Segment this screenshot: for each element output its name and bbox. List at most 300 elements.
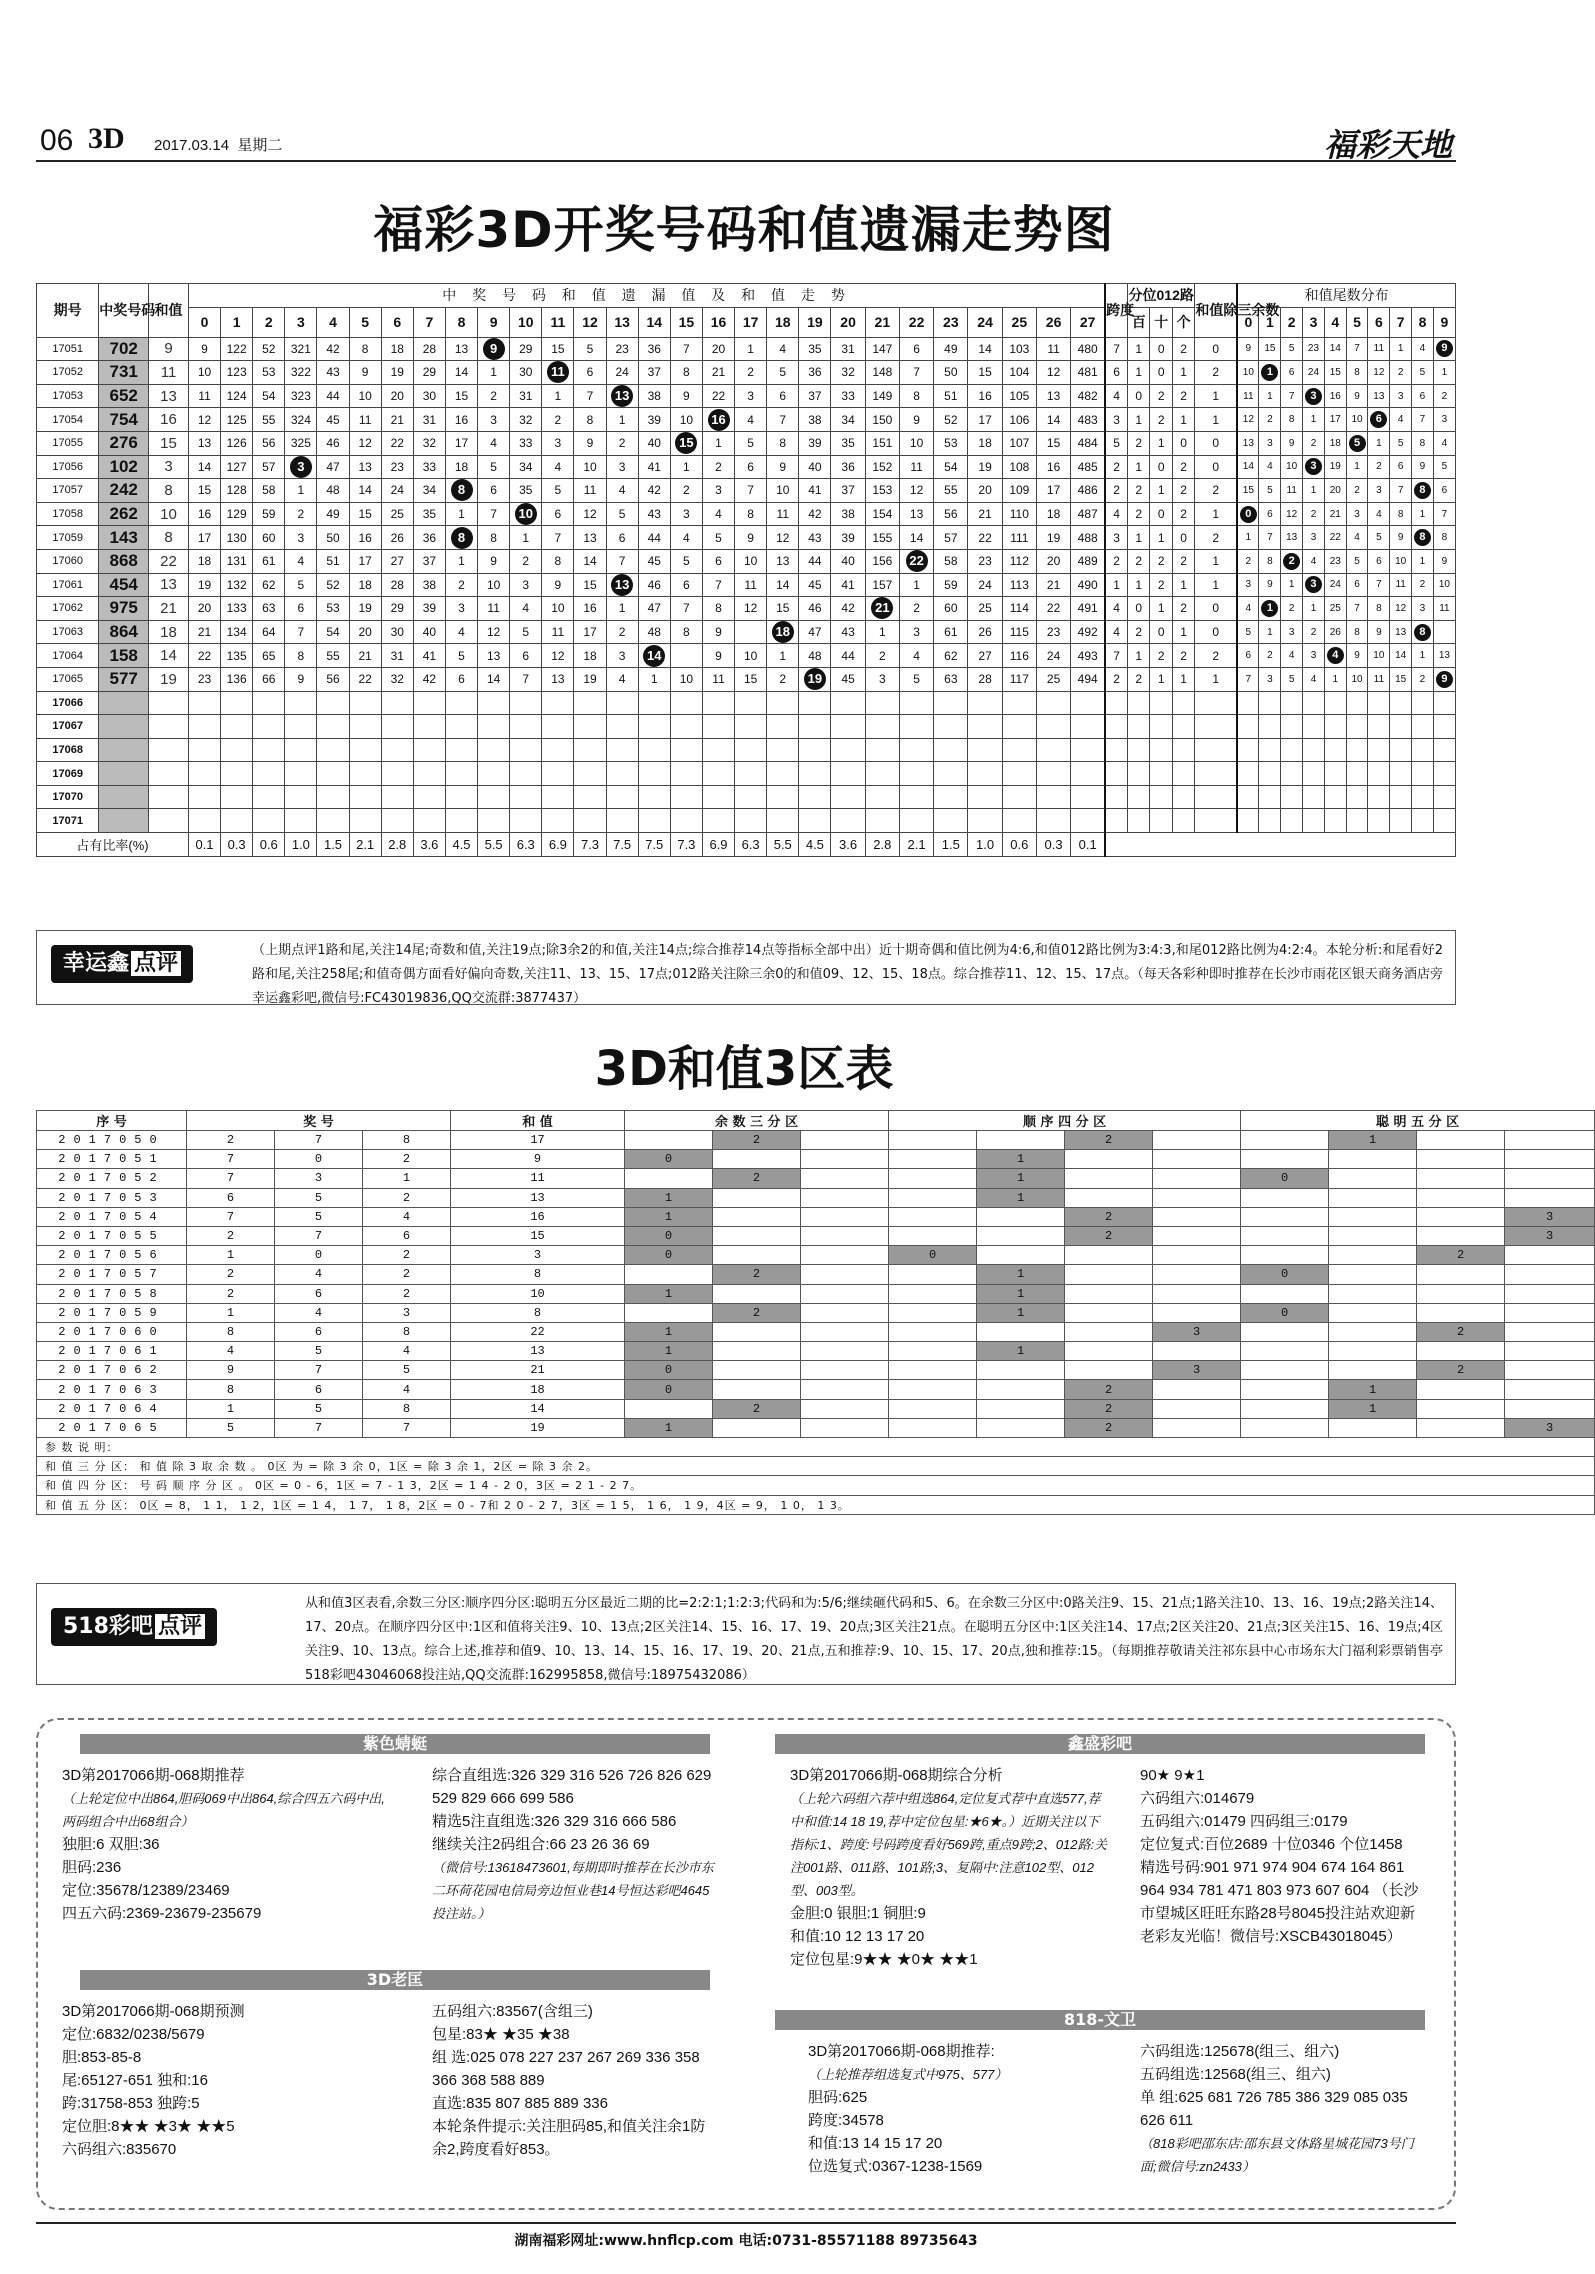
tail-cell: 13 <box>1281 526 1303 550</box>
omission-cell: 323 <box>285 384 317 408</box>
omission-cell: 5 <box>574 337 606 361</box>
empty-cell <box>1324 809 1346 833</box>
omission-cell: 60 <box>253 526 285 550</box>
omission-cell: 10 <box>767 479 799 503</box>
omission-cell: 4 <box>767 337 799 361</box>
omission-cell: 22 <box>702 384 734 408</box>
header-tail: 1 <box>1259 307 1281 337</box>
zone-cell <box>1329 1207 1417 1226</box>
omission-cell: 149 <box>865 384 899 408</box>
header-sum-col: 15 <box>670 307 702 337</box>
issue-number: 17059 <box>37 526 99 550</box>
sum-ball-marker: 13 <box>611 574 633 596</box>
tail-cell: 23 <box>1324 549 1346 573</box>
omission-cell: 15 <box>445 384 477 408</box>
zone-digit: 5 <box>275 1399 363 1418</box>
omission-cell: 114 <box>1002 597 1036 621</box>
tail-cell: 1 <box>1237 526 1259 550</box>
occupancy-value: 7.3 <box>574 833 606 857</box>
empty-cell <box>149 691 189 715</box>
omission-cell: 7 <box>542 526 574 550</box>
zone-cell <box>1417 1399 1505 1418</box>
tail-cell: 9 <box>1346 384 1368 408</box>
issue-number: 17051 <box>37 337 99 361</box>
omission-cell: 9 <box>735 526 767 550</box>
omission-cell: 6 <box>542 502 574 526</box>
trend-chart-title: 福彩3D开奖号码和值遗漏走势图 <box>373 201 1115 259</box>
omission-cell: 37 <box>413 549 445 573</box>
zone-cell <box>713 1380 801 1399</box>
zone-cell <box>1329 1265 1417 1284</box>
empty-row <box>37 691 1456 715</box>
omission-cell: 15 <box>767 597 799 621</box>
zone-cell <box>977 1131 1065 1150</box>
omission-cell: 4 <box>606 667 638 691</box>
omission-cell: 103 <box>1002 337 1036 361</box>
empty-cell <box>865 715 899 739</box>
sum-mod3: 1 <box>1195 667 1237 691</box>
empty-row <box>37 809 1456 833</box>
omission-cell: 4 <box>735 408 767 432</box>
zone-cell <box>1505 1322 1595 1341</box>
empty-cell <box>767 762 799 786</box>
omission-cell: 18 <box>574 644 606 668</box>
sum-ball-marker: 16 <box>708 409 730 431</box>
empty-cell <box>670 809 702 833</box>
omission-cell: 22 <box>188 644 220 668</box>
omission-cell: 52 <box>317 573 349 597</box>
omission-cell: 39 <box>831 526 865 550</box>
tail-cell: 12 <box>1390 597 1412 621</box>
omission-cell: 10 <box>735 549 767 573</box>
zone-cell <box>713 1418 801 1437</box>
omission-cell: 10 <box>670 408 702 432</box>
tail-cell: 1 <box>1433 361 1455 385</box>
empty-cell <box>735 809 767 833</box>
zone-cell <box>977 1361 1065 1380</box>
empty-cell <box>1105 738 1127 762</box>
omission-cell: 56 <box>934 502 968 526</box>
header-sum-col: 27 <box>1071 307 1105 337</box>
omission-cell: 19 <box>574 667 606 691</box>
tail-ball-marker: 9 <box>1436 340 1453 357</box>
empty-cell <box>831 715 865 739</box>
sum-value: 13 <box>149 573 189 597</box>
omission-cell: 28 <box>413 337 445 361</box>
comment-text-1: （上期点评1路和尾,关注14尾;奇数和值,关注19点;除3余2的和值,关注14点;综合推荐14点等指标全部中出）近十期奇偶和值比例为4:6,和值012路比例为3:4:3,和尾012路比例为4:2:4。本轮分析:和尾看好2路和尾,关注258尾;和值奇偶方面看好偏向奇数,关注11、13、15、17点;012路关注除三余0的和值09、12、15、18点。综合推荐11、12、15、17点。（每天各彩种即时推荐在长沙市雨花区银天商务酒店旁幸运鑫彩吧,微信号:FC43019836,QQ交流群:3877437） <box>252 943 1443 1006</box>
empty-cell <box>865 762 899 786</box>
header-tail: 5 <box>1346 307 1368 337</box>
zone-cell <box>1241 1322 1329 1341</box>
omission-cell: 64 <box>253 620 285 644</box>
empty-cell <box>1303 809 1325 833</box>
omission-cell: 3 <box>478 408 510 432</box>
zone-digit: 8 <box>187 1380 275 1399</box>
tail-cell: 3 <box>1259 667 1281 691</box>
omission-cell: 20 <box>1036 549 1070 573</box>
empty-cell <box>1433 809 1455 833</box>
empty-cell <box>968 715 1002 739</box>
zone-digit: 7 <box>187 1150 275 1169</box>
route-bai: 1 <box>1128 644 1150 668</box>
zone-cell <box>1417 1169 1505 1188</box>
route-bai: 1 <box>1128 455 1150 479</box>
omission-cell: 32 <box>381 667 413 691</box>
rec-line: 90★ 9★1 <box>1140 1767 1205 1784</box>
omission-cell: 2 <box>735 361 767 385</box>
tail-cell: 24 <box>1303 361 1325 385</box>
zone-cell: 1 <box>625 1342 713 1361</box>
omission-cell: 15 <box>349 502 381 526</box>
zone-issue: 2017056 <box>37 1246 187 1265</box>
zone-cell: 2 <box>713 1265 801 1284</box>
omission-cell: 35 <box>799 337 831 361</box>
zone-cell <box>1505 1169 1595 1188</box>
zone-cell <box>1153 1303 1241 1322</box>
omission-cell: 112 <box>1002 549 1036 573</box>
empty-cell <box>413 715 445 739</box>
empty-cell <box>1390 762 1412 786</box>
omission-cell: 15 <box>188 479 220 503</box>
zone-cell <box>625 1131 713 1150</box>
zone-cell <box>1417 1150 1505 1169</box>
route-bai: 2 <box>1128 549 1150 573</box>
sum-ball-marker: 8 <box>451 479 473 501</box>
omission-cell: 54 <box>253 384 285 408</box>
omission-cell: 157 <box>865 573 899 597</box>
zone-cell: 1 <box>625 1207 713 1226</box>
empty-cell <box>1128 809 1150 833</box>
omission-cell: 43 <box>638 502 670 526</box>
empty-cell <box>1105 715 1127 739</box>
empty-cell <box>1281 715 1303 739</box>
zone-cell <box>1153 1169 1241 1188</box>
b4-left <box>808 2040 1128 2178</box>
zone-cell <box>801 1131 889 1150</box>
rec-line: 六码组六:835670 <box>62 2141 177 2158</box>
tail-cell <box>1412 526 1434 550</box>
zone-cell: 0 <box>1241 1303 1329 1322</box>
zone-cell <box>1505 1246 1595 1265</box>
tail-cell: 2 <box>1368 455 1390 479</box>
empty-cell <box>574 785 606 809</box>
empty-cell <box>1105 785 1127 809</box>
omission-cell: 12 <box>735 597 767 621</box>
omission-cell: 153 <box>865 479 899 503</box>
omission-cell: 17 <box>349 549 381 573</box>
omission-cell <box>445 479 477 503</box>
issue-number: 17061 <box>37 573 99 597</box>
rec-line: 精选号码:901 971 974 904 674 164 861 964 934 781 471 803 973 607 604 （长沙市望城区旺旺东路28号8045投注站欢迎新老彩友光临！微信号:XSCB43018045） <box>1140 1859 1419 1945</box>
tail-cell: 12 <box>1281 502 1303 526</box>
zone-digit: 6 <box>275 1284 363 1303</box>
sum-ball-marker: 8 <box>451 527 473 549</box>
omission-cell: 35 <box>510 479 542 503</box>
zone-note: 参 数 说 明： <box>37 1438 1595 1457</box>
rec-line: 五码组选:12568(组三、组六) <box>1140 2066 1331 2083</box>
empty-cell <box>1237 715 1259 739</box>
empty-cell <box>1303 738 1325 762</box>
grid-row <box>37 573 1456 597</box>
omission-cell: 11 <box>767 502 799 526</box>
omission-cell: 10 <box>670 667 702 691</box>
empty-cell <box>1128 738 1150 762</box>
omission-cell: 19 <box>349 597 381 621</box>
sum-mod3: 1 <box>1195 408 1237 432</box>
omission-cell: 8 <box>735 502 767 526</box>
omission-cell <box>702 408 734 432</box>
tail-cell: 24 <box>1324 573 1346 597</box>
zone-sum: 15 <box>451 1226 625 1245</box>
zone-digit: 7 <box>275 1418 363 1437</box>
omission-cell: 5 <box>478 455 510 479</box>
brand-logo: 福彩天地 <box>1323 126 1452 164</box>
empty-cell <box>188 715 220 739</box>
tail-cell: 4 <box>1259 455 1281 479</box>
zone-cell <box>889 1226 977 1245</box>
omission-cell: 44 <box>638 526 670 550</box>
header-tail: 3 <box>1303 307 1325 337</box>
occupancy-value: 7.5 <box>638 833 670 857</box>
omission-cell: 147 <box>865 337 899 361</box>
sum-mod3: 1 <box>1195 502 1237 526</box>
tail-cell: 3 <box>1346 502 1368 526</box>
omission-cell <box>606 573 638 597</box>
zone-cell <box>1329 1418 1417 1437</box>
header-winning-number: 中奖号码 <box>99 284 149 338</box>
omission-cell: 11 <box>1036 337 1070 361</box>
omission-cell <box>767 620 799 644</box>
omission-cell: 1 <box>285 479 317 503</box>
rec-line: 定位:6832/0238/5679 <box>62 2026 205 2043</box>
omission-cell: 10 <box>349 384 381 408</box>
omission-cell: 14 <box>349 479 381 503</box>
band-b3: 鑫盛彩吧 <box>775 1734 1425 1754</box>
zone-row <box>37 1226 1595 1245</box>
omission-cell: 126 <box>221 431 253 455</box>
empty-cell <box>1237 809 1259 833</box>
empty-cell <box>831 809 865 833</box>
zone-cell <box>1505 1380 1595 1399</box>
zone-digit: 6 <box>275 1380 363 1399</box>
route-ge: 2 <box>1172 384 1194 408</box>
empty-cell <box>285 785 317 809</box>
zone-issue: 2017058 <box>37 1284 187 1303</box>
omission-cell: 16 <box>445 408 477 432</box>
zone-digit: 4 <box>363 1380 451 1399</box>
empty-cell <box>1390 715 1412 739</box>
route-bai: 2 <box>1128 620 1150 644</box>
empty-cell <box>865 785 899 809</box>
zone-cell: 1 <box>977 1169 1065 1188</box>
omission-cell: 34 <box>510 455 542 479</box>
tail-ball-marker: 3 <box>1305 458 1322 475</box>
empty-cell <box>702 715 734 739</box>
omission-cell: 2 <box>285 502 317 526</box>
sum-value: 15 <box>149 431 189 455</box>
omission-cell: 8 <box>285 644 317 668</box>
grid-row <box>37 479 1456 503</box>
winning-number: 754 <box>99 408 149 432</box>
zone-digit: 1 <box>187 1303 275 1322</box>
omission-cell: 32 <box>413 431 445 455</box>
empty-cell <box>735 762 767 786</box>
header-tail: 2 <box>1281 307 1303 337</box>
zone-digit: 2 <box>187 1284 275 1303</box>
omission-cell: 23 <box>606 337 638 361</box>
occupancy-value: 6.9 <box>702 833 734 857</box>
empty-cell <box>1346 762 1368 786</box>
zone-cell <box>1153 1150 1241 1169</box>
zone-cell: 0 <box>625 1361 713 1380</box>
omission-cell: 4 <box>606 479 638 503</box>
omission-cell: 116 <box>1002 644 1036 668</box>
zone-digit: 0 <box>275 1150 363 1169</box>
omission-cell: 14 <box>968 337 1002 361</box>
omission-cell: 13 <box>349 455 381 479</box>
zone-issue: 2017050 <box>37 1131 187 1150</box>
omission-cell: 130 <box>221 526 253 550</box>
empty-row <box>37 715 1456 739</box>
omission-cell: 154 <box>865 502 899 526</box>
omission-cell: 11 <box>349 408 381 432</box>
tail-ball-marker: 6 <box>1370 411 1387 428</box>
omission-cell: 36 <box>799 361 831 385</box>
empty-cell <box>149 762 189 786</box>
omission-cell: 18 <box>349 573 381 597</box>
tail-cell: 7 <box>1346 337 1368 361</box>
rec-line: （微信号:13618473601,每期即时推荐在长沙市东二环荷花园电信局旁边恒业巷14号恒达彩吧4645投注站。） <box>432 1860 714 1921</box>
occupancy-value: 2.1 <box>899 833 933 857</box>
header-tail: 9 <box>1433 307 1455 337</box>
sum-mod3: 0 <box>1195 431 1237 455</box>
omission-cell: 23 <box>1036 620 1070 644</box>
omission-cell: 33 <box>510 431 542 455</box>
tail-cell: 11 <box>1368 667 1390 691</box>
rec-line: 3D第2017066期-068期综合分析 <box>790 1767 1003 1784</box>
empty-cell <box>413 738 445 762</box>
empty-cell <box>413 785 445 809</box>
empty-cell <box>445 715 477 739</box>
empty-cell <box>542 738 574 762</box>
omission-cell: 485 <box>1071 455 1105 479</box>
winning-number: 868 <box>99 549 149 573</box>
tail-cell: 1 <box>1368 431 1390 455</box>
route-ge: 1 <box>1172 573 1194 597</box>
empty-cell <box>899 691 933 715</box>
zone-cell <box>801 1150 889 1169</box>
issue-number: 17067 <box>37 715 99 739</box>
empty-cell <box>1002 691 1036 715</box>
omission-cell: 2 <box>542 408 574 432</box>
comment-text-2: 从和值3区表看,余数三分区:顺序四分区:聪明五分区最近二期的比=2:2:1;1:2:3;代码和为:5/6;继续砸代码和5、6。在余数三分区中:0路关注9、15、21点;1路关注10、13、16、19点;2路关注14、17、20点。在顺序四分区中:1区和值将关注9、10、13点;2区关注14、15、16、17、19、20点;3区关注21点。在聪明五分区中:1区关注14、17点;2区关注20、21点;3区关注15、16、19点;4区关注9、10、13点。综合上述,推荐和值9、10、13、14、15、16、17、19、20、21点,五和推荐:9、10、15、17、20点,独和推荐:15。（每期推荐敬请关注祁东县中心市场东大门福利彩票销售亭518彩吧43046068投注站,QQ交流群:162995858,微信号:18975432086） <box>305 1596 1443 1683</box>
omission-cell: 12 <box>1036 361 1070 385</box>
zone-cell: 2 <box>713 1131 801 1150</box>
omission-cell: 25 <box>1036 667 1070 691</box>
zone-cell <box>801 1380 889 1399</box>
zone-cell <box>713 1342 801 1361</box>
omission-cell: 9 <box>285 667 317 691</box>
omission-cell: 41 <box>413 644 445 668</box>
empty-cell <box>1071 809 1105 833</box>
zone-cell: 1 <box>625 1284 713 1303</box>
empty-cell <box>1002 738 1036 762</box>
zone-cell <box>713 1246 801 1265</box>
omission-cell: 1 <box>670 455 702 479</box>
zone-cell <box>713 1207 801 1226</box>
tail-cell: 13 <box>1390 620 1412 644</box>
omission-cell: 32 <box>831 361 865 385</box>
tail-cell: 4 <box>1390 408 1412 432</box>
zone-cell: 0 <box>889 1246 977 1265</box>
omission-cell: 41 <box>831 573 865 597</box>
empty-cell <box>1303 715 1325 739</box>
header-sum-col: 6 <box>381 307 413 337</box>
empty-cell <box>1412 809 1434 833</box>
band-b4: 818-文卫 <box>775 2010 1425 2030</box>
sum-value: 18 <box>149 620 189 644</box>
empty-cell <box>478 809 510 833</box>
omission-cell: 27 <box>968 644 1002 668</box>
omission-cell: 6 <box>510 644 542 668</box>
zone-sum: 8 <box>451 1265 625 1284</box>
header-sum-mod3: 和值除三余数 <box>1195 284 1237 338</box>
empty-cell <box>638 809 670 833</box>
zone-sum: 17 <box>451 1131 625 1150</box>
omission-cell: 38 <box>413 573 445 597</box>
omission-cell: 14 <box>574 549 606 573</box>
omission-cell: 45 <box>799 573 831 597</box>
tail-ball-marker: 1 <box>1261 364 1278 381</box>
sum-mod3: 0 <box>1195 597 1237 621</box>
tail-cell: 5 <box>1412 361 1434 385</box>
zone-digit: 8 <box>363 1131 451 1150</box>
span-value: 2 <box>1105 455 1127 479</box>
empty-cell <box>445 809 477 833</box>
issue-number: 17063 <box>37 620 99 644</box>
zone-cell <box>1329 1188 1417 1207</box>
sum-value: 13 <box>149 384 189 408</box>
rec-line: 六码组选:125678(组三、组六) <box>1140 2043 1340 2060</box>
empty-cell <box>670 691 702 715</box>
omission-cell: 25 <box>968 597 1002 621</box>
empty-cell <box>510 738 542 762</box>
empty-cell <box>1172 738 1194 762</box>
occupancy-row <box>37 833 1456 857</box>
omission-cell: 17 <box>445 431 477 455</box>
issue-number: 17060 <box>37 549 99 573</box>
zone-table-title: 3D和值3区表 <box>594 1041 894 1097</box>
empty-cell <box>510 762 542 786</box>
zone-cell <box>801 1322 889 1341</box>
omission-cell: 7 <box>285 620 317 644</box>
b2-left <box>62 2000 392 2161</box>
tail-cell: 9 <box>1368 620 1390 644</box>
omission-cell: 8 <box>574 408 606 432</box>
zone-cell <box>1153 1131 1241 1150</box>
empty-cell <box>149 738 189 762</box>
zone-cell <box>1241 1418 1329 1437</box>
tail-cell: 2 <box>1412 667 1434 691</box>
empty-cell <box>1002 809 1036 833</box>
zone-cell: 2 <box>1417 1361 1505 1380</box>
zone-cell: 2 <box>1065 1399 1153 1418</box>
empty-cell <box>317 738 349 762</box>
occupancy-value: 4.5 <box>445 833 477 857</box>
zone-cell <box>1505 1131 1595 1150</box>
occupancy-value: 3.6 <box>831 833 865 857</box>
omission-cell: 11 <box>188 384 220 408</box>
